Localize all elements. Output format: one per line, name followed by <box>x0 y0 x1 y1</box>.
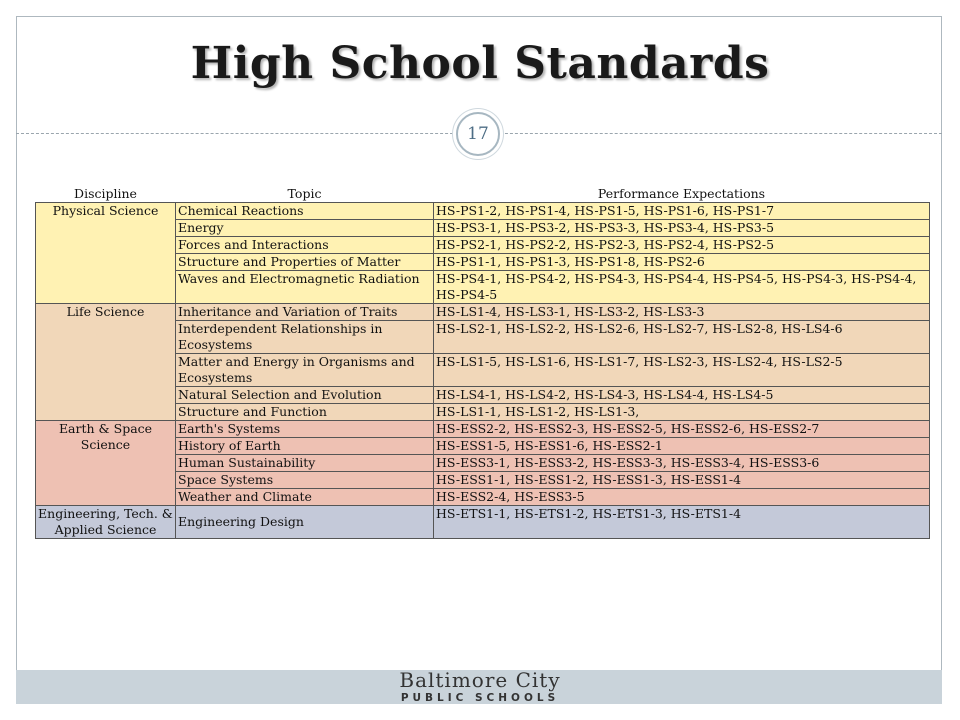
topic-cell: Energy <box>176 220 434 237</box>
pe-cell: HS-ETS1-1, HS-ETS1-2, HS-ETS1-3, HS-ETS1-4 <box>434 506 930 539</box>
page-number-badge: 17 <box>456 112 500 156</box>
topic-cell: Structure and Properties of Matter <box>176 254 434 271</box>
table-row <box>36 506 930 539</box>
header-discipline: Discipline <box>74 185 137 201</box>
topic-cell: Inheritance and Variation of Traits <box>176 304 434 321</box>
topic-cell: Forces and Interactions <box>176 237 434 254</box>
topic-cell: Structure and Function <box>176 404 434 421</box>
pe-cell: HS-ESS2-2, HS-ESS2-3, HS-ESS2-5, HS-ESS2-6, HS-ESS2-7 <box>434 421 930 438</box>
topic-cell: Human Sustainability <box>176 455 434 472</box>
discipline-cell: Engineering, Tech. & Applied Science <box>36 506 176 539</box>
topic-cell: Waves and Electromagnetic Radiation <box>176 271 434 304</box>
discipline-cell: Physical Science <box>36 203 176 304</box>
topic-cell: Weather and Climate <box>176 489 434 506</box>
discipline-cell: Earth & Space Science <box>36 421 176 506</box>
table-row <box>36 421 930 438</box>
topic-cell: Engineering Design <box>176 506 434 539</box>
pe-cell: HS-ESS2-4, HS-ESS3-5 <box>434 489 930 506</box>
pe-cell: HS-LS2-1, HS-LS2-2, HS-LS2-6, HS-LS2-7, HS-LS2-8, HS-LS4-6 <box>434 321 930 354</box>
standards-table <box>35 184 930 539</box>
header-performance-expectations: Performance Expectations <box>597 185 766 201</box>
pe-cell: HS-PS2-1, HS-PS2-2, HS-PS2-3, HS-PS2-4, HS-PS2-5 <box>434 237 930 254</box>
slide-title: High School Standards <box>190 38 770 89</box>
topic-cell: Chemical Reactions <box>176 203 434 220</box>
pe-cell: HS-ESS1-5, HS-ESS1-6, HS-ESS2-1 <box>434 438 930 455</box>
pe-cell: HS-PS4-1, HS-PS4-2, HS-PS4-3, HS-PS4-4, HS-PS4-5, HS-PS4-3, HS-PS4-4, HS-PS4-5 <box>434 271 930 304</box>
pe-cell: HS-LS1-4, HS-LS3-1, HS-LS3-2, HS-LS3-3 <box>434 304 930 321</box>
topic-cell: Space Systems <box>176 472 434 489</box>
topic-cell: Earth's Systems <box>176 421 434 438</box>
pe-cell: HS-ESS1-1, HS-ESS1-2, HS-ESS1-3, HS-ESS1-4 <box>434 472 930 489</box>
logo-public-schools: PUBLIC SCHOOLS <box>400 692 560 704</box>
topic-cell: Matter and Energy in Organisms and Ecosystems <box>176 354 434 387</box>
pe-cell: HS-PS1-2, HS-PS1-4, HS-PS1-5, HS-PS1-6, HS-PS1-7 <box>434 203 930 220</box>
topic-cell: Natural Selection and Evolution <box>176 387 434 404</box>
pe-cell: HS-LS1-1, HS-LS1-2, HS-LS1-3, <box>434 404 930 421</box>
pe-cell: HS-LS4-1, HS-LS4-2, HS-LS4-3, HS-LS4-4, HS-LS4-5 <box>434 387 930 404</box>
discipline-cell: Life Science <box>36 304 176 421</box>
header-topic: Topic <box>287 185 322 201</box>
pe-cell: HS-LS1-5, HS-LS1-6, HS-LS1-7, HS-LS2-3, HS-LS2-4, HS-LS2-5 <box>434 354 930 387</box>
table-row <box>36 203 930 220</box>
table-header-row <box>36 184 930 203</box>
pe-cell: HS-ESS3-1, HS-ESS3-2, HS-ESS3-3, HS-ESS3-4, HS-ESS3-6 <box>434 455 930 472</box>
table-row <box>36 304 930 321</box>
pe-cell: HS-PS1-1, HS-PS1-3, HS-PS1-8, HS-PS2-6 <box>434 254 930 271</box>
logo-baltimore-city: Baltimore City <box>399 668 561 692</box>
pe-cell: HS-PS3-1, HS-PS3-2, HS-PS3-3, HS-PS3-4, HS-PS3-5 <box>434 220 930 237</box>
topic-cell: Interdependent Relationships in Ecosystems <box>176 321 434 354</box>
topic-cell: History of Earth <box>176 438 434 455</box>
